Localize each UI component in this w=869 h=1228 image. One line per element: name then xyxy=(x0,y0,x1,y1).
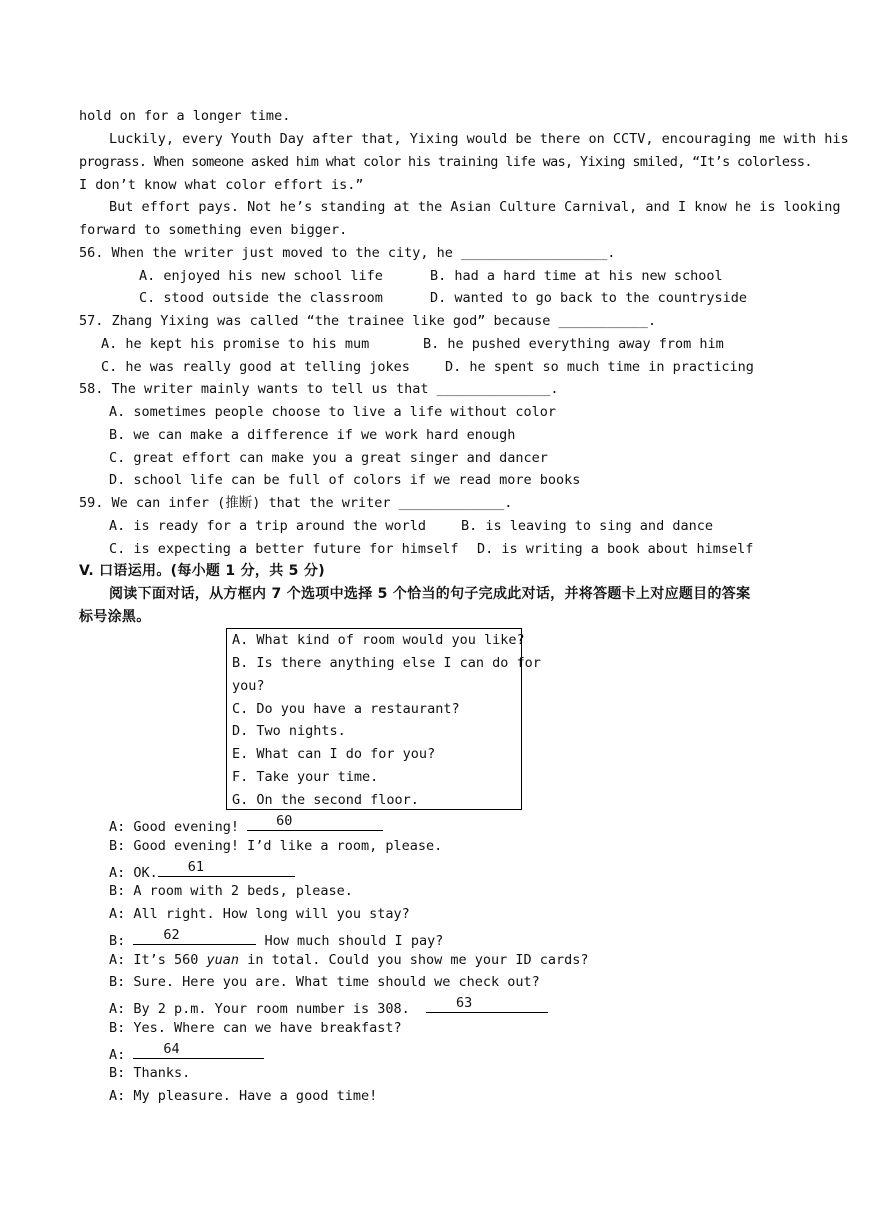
blank-number: 64 xyxy=(163,1041,180,1057)
dialogue-line: B: Thanks. xyxy=(109,1065,191,1081)
box-option-b: B. Is there anything else I can do for xyxy=(232,655,541,671)
option-d[interactable]: D. school life can be full of colors if we read more books xyxy=(109,472,581,488)
section-instruction: 阅读下面对话，从方框内 7 个选项中选择 5 个恰当的句子完成此对话，并将答题卡上对应题目的答案 xyxy=(109,586,751,602)
blank-number: 62 xyxy=(163,927,180,943)
dialogue-line xyxy=(109,861,295,881)
option-d[interactable]: D. wanted to go back to the countryside xyxy=(430,290,747,306)
answer-blank-62[interactable] xyxy=(133,929,256,945)
dialogue-line xyxy=(109,1043,264,1063)
dialogue-line: B: Good evening! I’d like a room, please. xyxy=(109,838,443,854)
option-d[interactable]: D. is writing a book about himself xyxy=(477,541,754,557)
answer-blank-64[interactable] xyxy=(133,1043,264,1059)
dialogue-line xyxy=(109,997,548,1017)
question-stem: 58. The writer mainly wants to tell us that ______________. xyxy=(79,381,559,397)
box-option-b-cont: you? xyxy=(232,678,265,694)
dialogue-text: A: Good evening! xyxy=(109,819,248,835)
box-option-c: C. Do you have a restaurant? xyxy=(232,701,460,717)
option-c[interactable]: C. great effort can make you a great singer and dancer xyxy=(109,450,548,466)
box-option-a: A. What kind of room would you like? xyxy=(232,632,525,648)
answer-blank-63[interactable] xyxy=(426,997,548,1013)
answer-blank-61[interactable] xyxy=(158,861,295,877)
dialogue-line xyxy=(109,815,383,835)
dialogue-text: A: xyxy=(109,1047,134,1063)
section-title: V. 口语运用。(每小题 1 分，共 5 分) xyxy=(79,563,325,579)
dialogue-text: A: It’s 560 xyxy=(109,952,207,968)
blank-number: 63 xyxy=(455,995,473,1011)
passage-line: prograss. When someone asked him what color his training life was, Yixing smiled, “It’s colorless. xyxy=(79,154,812,170)
box-option-d: D. Two nights. xyxy=(232,723,346,739)
option-d[interactable]: D. he spent so much time in practicing xyxy=(445,359,754,375)
section-instruction: 标号涂黑。 xyxy=(79,609,151,625)
dialogue-text: A: By 2 p.m. Your room number is 308. xyxy=(109,1001,426,1017)
passage-line: But effort pays. Not he’s standing at the Asian Culture Carnival, and I know he is looking xyxy=(109,199,841,215)
option-b[interactable]: B. is leaving to sing and dance xyxy=(461,518,713,534)
option-c[interactable]: C. stood outside the classroom xyxy=(139,290,383,306)
option-a[interactable]: A. is ready for a trip around the world xyxy=(109,518,426,534)
box-option-g: G. On the second floor. xyxy=(232,792,419,808)
option-b[interactable]: B. we can make a difference if we work hard enough xyxy=(109,427,516,443)
question-stem: 59. We can infer (推断) that the writer _____________. xyxy=(79,495,513,511)
option-b[interactable]: B. had a hard time at his new school xyxy=(430,268,723,284)
dialogue-text: A: OK. xyxy=(109,865,158,881)
dialogue-line xyxy=(109,952,589,968)
passage-line: hold on for a longer time. xyxy=(79,108,291,124)
box-option-e: E. What can I do for you? xyxy=(232,746,436,762)
dialogue-line: B: Yes. Where can we have breakfast? xyxy=(109,1020,402,1036)
blank-number: 60 xyxy=(276,813,293,829)
dialogue-line: A: All right. How long will you stay? xyxy=(109,906,410,922)
passage-line: forward to something even bigger. xyxy=(79,222,348,238)
dialogue-line: B: A room with 2 beds, please. xyxy=(109,883,353,899)
passage-line: Luckily, every Youth Day after that, Yixing would be there on CCTV, encouraging me with his xyxy=(109,131,849,147)
dialogue-line: A: My pleasure. Have a good time! xyxy=(109,1088,378,1104)
dialogue-text: in total. Could you show me your ID cards? xyxy=(239,952,589,968)
dialogue-line: B: Sure. Here you are. What time should we check out? xyxy=(109,974,540,990)
option-a[interactable]: A. sometimes people choose to live a life without color xyxy=(109,404,557,420)
dialogue-text: How much should I pay? xyxy=(256,933,444,949)
dialogue-text: B: xyxy=(109,933,134,949)
box-option-f: F. Take your time. xyxy=(232,769,379,785)
question-stem: 57. Zhang Yixing was called “the trainee like god” because ___________. xyxy=(79,313,657,329)
passage-line: I don’t know what color effort is.” xyxy=(79,177,364,193)
blank-number: 61 xyxy=(187,859,205,875)
dialogue-line xyxy=(109,929,443,949)
option-b[interactable]: B. he pushed everything away from him xyxy=(423,336,724,352)
option-c[interactable]: C. he was really good at telling jokes xyxy=(101,359,410,375)
option-a[interactable]: A. enjoyed his new school life xyxy=(139,268,383,284)
question-stem: 56. When the writer just moved to the city, he __________________. xyxy=(79,245,616,261)
option-a[interactable]: A. he kept his promise to his mum xyxy=(101,336,370,352)
option-c[interactable]: C. is expecting a better future for himself xyxy=(109,541,459,557)
answer-blank-60[interactable] xyxy=(247,815,383,831)
currency-word: yuan xyxy=(206,952,240,968)
